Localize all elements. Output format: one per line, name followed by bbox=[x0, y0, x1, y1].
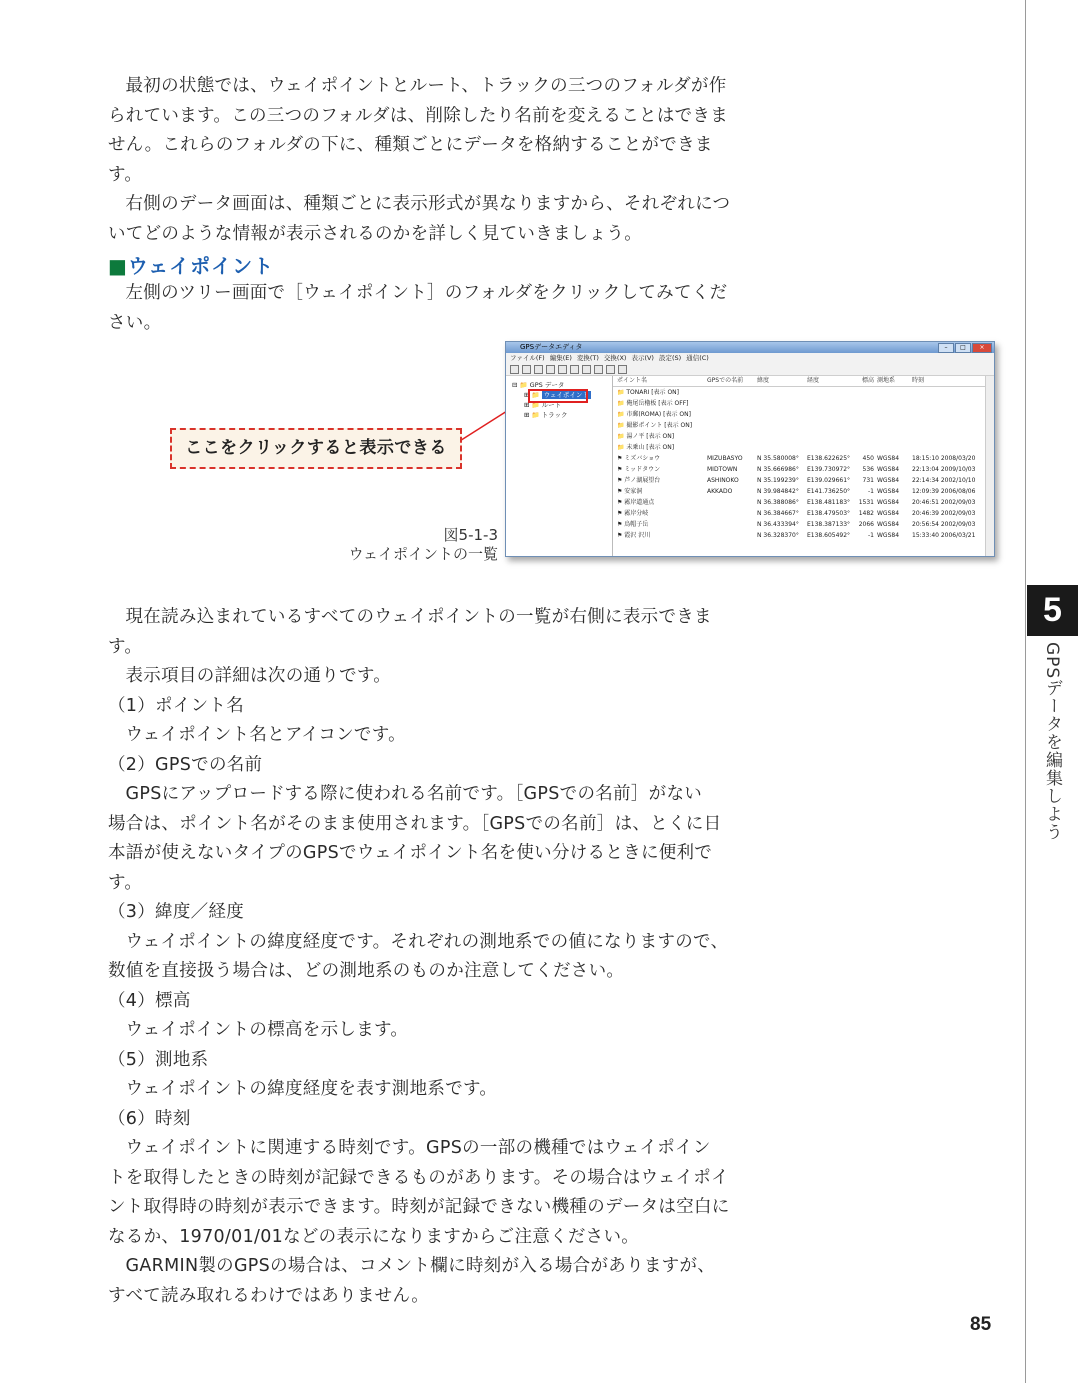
body-line: 場合は、ポイント名がそのまま使用されます。［GPSでの名前］は、とくに日 bbox=[108, 813, 722, 834]
table-row[interactable] bbox=[613, 486, 994, 497]
table-row[interactable] bbox=[613, 453, 994, 464]
table-cell: ⚑ 霧岸道通点 bbox=[617, 499, 655, 506]
table-cell: E138.479503° bbox=[807, 510, 851, 517]
toolbar bbox=[506, 364, 994, 376]
table-cell: ⚑ ミッドタウン bbox=[617, 466, 661, 473]
table-cell: 22:14:34 2002/10/10 bbox=[912, 477, 976, 484]
page-number: 85 bbox=[970, 1314, 992, 1335]
table-row[interactable] bbox=[613, 497, 994, 508]
col-gps-name[interactable]: GPSでの名前 bbox=[707, 377, 744, 384]
table-cell: 📁 未乗山 [表示 ON] bbox=[617, 444, 675, 451]
table-cell bbox=[807, 431, 857, 442]
table-cell: 18:15:10 2008/03/20 bbox=[912, 455, 976, 462]
body-line: GPSにアップロードする際に使われる名前です。［GPSでの名前］がない bbox=[125, 784, 703, 804]
body-line: （6）時刻 bbox=[108, 1108, 191, 1129]
figure-number: 図5-1-3 bbox=[443, 526, 498, 544]
window-panes bbox=[506, 376, 994, 556]
table-cell: 731 bbox=[862, 477, 874, 484]
table-cell: N 35.580008° bbox=[757, 455, 799, 462]
table-cell: N 36.328370° bbox=[757, 532, 799, 539]
table-cell: E138.481183° bbox=[807, 499, 851, 506]
table-cell: 536 bbox=[862, 466, 874, 473]
table-cell: WGS84 bbox=[877, 455, 900, 462]
table-cell bbox=[877, 398, 912, 409]
table-cell bbox=[757, 409, 807, 420]
table-cell bbox=[912, 431, 982, 442]
table-cell: 20:46:51 2002/09/03 bbox=[912, 499, 976, 506]
maximize-icon[interactable]: □ bbox=[955, 343, 971, 353]
table-row[interactable] bbox=[613, 508, 994, 519]
table-cell: WGS84 bbox=[877, 499, 900, 506]
table-cell bbox=[912, 442, 982, 453]
body-line: トを取得したときの時刻が記録できるものがあります。その場合はウェイポイ bbox=[108, 1167, 729, 1188]
table-cell bbox=[707, 431, 757, 442]
table-cell: WGS84 bbox=[877, 488, 900, 495]
tool-icon[interactable] bbox=[522, 365, 531, 374]
figure-caption bbox=[349, 526, 498, 564]
table-cell bbox=[857, 398, 877, 409]
table-cell: 12:09:39 2006/08/06 bbox=[912, 488, 976, 495]
table-cell bbox=[857, 431, 877, 442]
table-row[interactable] bbox=[613, 387, 994, 398]
col-point-name[interactable]: ポイント名 bbox=[617, 377, 648, 384]
table-cell bbox=[707, 442, 757, 453]
table-cell: 📁 湯ノ平 [表示 ON] bbox=[617, 433, 675, 440]
body-line: 現在読み込まれているすべてのウェイポイントの一覧が右側に表示できます。 bbox=[108, 607, 712, 657]
table-cell: 20:46:39 2002/09/03 bbox=[912, 510, 976, 517]
table-cell bbox=[912, 398, 982, 409]
table-cell bbox=[707, 497, 757, 508]
col-longitude[interactable]: 経度 bbox=[807, 377, 820, 384]
intro-line: 最初の状態では、ウェイポイントとルート、トラックの三つのフォルダが作 bbox=[125, 76, 727, 96]
tree-item-waypoint[interactable]: ⊞ 📁 ウェイポイント bbox=[524, 391, 589, 399]
table-cell bbox=[757, 387, 807, 398]
menu-comm[interactable]: 通信(C) bbox=[686, 354, 709, 362]
table-cell bbox=[807, 387, 857, 398]
tool-icon[interactable] bbox=[510, 365, 519, 374]
tool-icon[interactable] bbox=[534, 365, 543, 374]
tool-icon[interactable] bbox=[594, 365, 603, 374]
chapter-tab: 5 bbox=[1027, 585, 1078, 636]
table-cell: ⚑ 霞沢 沢川 bbox=[617, 532, 651, 539]
body-line: ウェイポイントに関連する時刻です。GPSの一部の機種ではウェイポイン bbox=[125, 1138, 711, 1158]
table-cell: E138.387133° bbox=[807, 521, 851, 528]
body-line: （3）緯度／経度 bbox=[108, 902, 245, 922]
table-cell bbox=[807, 442, 857, 453]
table-cell bbox=[912, 387, 982, 398]
body-line: す。 bbox=[108, 872, 143, 893]
tree-root[interactable]: ⊟ 📁 GPS データ bbox=[512, 381, 565, 389]
tree-item-track[interactable]: ⊞ 📁 トラック bbox=[524, 411, 568, 419]
table-cell: 📁 市郵(ROMA) [表示 ON] bbox=[617, 411, 691, 418]
body-line: （1）ポイント名 bbox=[108, 695, 245, 716]
table-cell bbox=[857, 420, 877, 431]
section-line: さい。 bbox=[108, 312, 162, 333]
body-line: ウェイポイントの緯度経度を表す測地系です。 bbox=[125, 1079, 498, 1099]
table-cell: WGS84 bbox=[877, 510, 900, 517]
minimize-icon[interactable]: – bbox=[938, 343, 954, 353]
waypoint-list bbox=[613, 376, 994, 556]
body-line: 数値を直接扱う場合は、どの測地系のものか注意してください。 bbox=[108, 961, 625, 981]
table-cell: E138.622625° bbox=[807, 455, 851, 462]
tool-icon[interactable] bbox=[618, 365, 627, 374]
table-cell bbox=[757, 431, 807, 442]
section-line: 左側のツリー画面で［ウェイポイント］のフォルダをクリックしてみてくだ bbox=[125, 283, 728, 303]
table-cell: WGS84 bbox=[877, 532, 900, 539]
table-cell: 📁 俺尾岳櫓板 [表示 OFF] bbox=[617, 400, 689, 407]
table-cell bbox=[857, 442, 877, 453]
body-line: 表示項目の詳細は次の通りです。 bbox=[125, 666, 392, 686]
table-cell: -1 bbox=[868, 488, 874, 495]
table-cell bbox=[707, 420, 757, 431]
table-cell: ⚑ 霧岸分岐 bbox=[617, 510, 649, 517]
menu-exchange[interactable]: 交換(X) bbox=[603, 354, 627, 362]
figure-caption-text: ウェイポイントの一覧 bbox=[348, 545, 498, 563]
table-cell: N 35.666986° bbox=[757, 466, 799, 473]
table-cell: ⚑ ミズバショウ bbox=[617, 455, 661, 462]
heading-title: ウェイポイント bbox=[127, 254, 275, 278]
table-row[interactable] bbox=[613, 409, 994, 420]
table-cell: 1482 bbox=[858, 510, 874, 517]
menu-bar bbox=[506, 353, 994, 364]
table-cell: N 36.384667° bbox=[757, 510, 799, 517]
table-cell: E139.730972° bbox=[807, 466, 851, 473]
callout-box: ここをクリックすると表示できる bbox=[170, 428, 462, 469]
table-cell: MIDTOWN bbox=[707, 466, 738, 473]
list-header bbox=[613, 376, 994, 387]
col-elevation[interactable]: 標高 bbox=[861, 377, 874, 384]
table-cell bbox=[807, 398, 857, 409]
window-title: GPSデータエディタ bbox=[520, 343, 583, 351]
body-line: ウェイポイント名とアイコンです。 bbox=[125, 725, 406, 745]
menu-convert[interactable]: 変換(T) bbox=[576, 354, 599, 362]
body-line: ウェイポイントの標高を示します。 bbox=[125, 1020, 409, 1040]
table-row[interactable] bbox=[613, 442, 994, 453]
table-cell: ASHINOKO bbox=[707, 477, 739, 484]
body-line: ント取得時の時刻が表示できます。時刻が記録できない機種のデータは空白に bbox=[108, 1197, 730, 1217]
intro-line: 右側のデータ画面は、種類ごとに表示形式が異なりますから、それぞれにつ bbox=[125, 194, 731, 214]
table-cell: ⚑ 芦ノ湖展望台 bbox=[617, 477, 661, 484]
tree-pane bbox=[506, 376, 613, 556]
table-cell bbox=[912, 420, 982, 431]
table-cell: N 39.984842° bbox=[757, 488, 799, 495]
body-line: （5）測地系 bbox=[108, 1049, 209, 1070]
app-screenshot bbox=[505, 341, 995, 557]
table-cell: WGS84 bbox=[877, 466, 900, 473]
table-cell bbox=[877, 420, 912, 431]
table-cell bbox=[707, 409, 757, 420]
col-latitude[interactable]: 緯度 bbox=[757, 377, 770, 384]
tree-item-route[interactable]: ⊞ 📁 ルート bbox=[524, 401, 562, 409]
table-cell: N 36.433394° bbox=[757, 521, 799, 528]
table-cell bbox=[877, 442, 912, 453]
table-cell: E139.029661° bbox=[807, 477, 851, 484]
table-cell bbox=[757, 398, 807, 409]
menu-settings[interactable]: 設定(S) bbox=[658, 354, 682, 362]
table-cell: 📁 撮影ポイント [表示 ON] bbox=[617, 422, 693, 429]
selection-highlight-box bbox=[528, 389, 588, 403]
intro-line: られています。この三つのフォルダは、削除したり名前を変えることはできま bbox=[108, 105, 729, 126]
table-cell: 20:56:54 2002/09/03 bbox=[912, 521, 976, 528]
table-cell bbox=[857, 409, 877, 420]
table-cell: 2066 bbox=[858, 521, 874, 528]
table-cell: N 36.388086° bbox=[757, 499, 799, 506]
table-cell: 22:13:04 2009/10/03 bbox=[912, 466, 976, 473]
col-datum[interactable]: 測地系 bbox=[877, 377, 896, 384]
table-cell bbox=[877, 387, 912, 398]
table-cell bbox=[707, 387, 757, 398]
table-cell bbox=[707, 519, 757, 530]
table-cell bbox=[807, 420, 857, 431]
table-cell: E141.736250° bbox=[807, 488, 851, 495]
table-row[interactable] bbox=[613, 431, 994, 442]
table-cell: WGS84 bbox=[877, 477, 900, 484]
table-cell bbox=[857, 387, 877, 398]
table-cell bbox=[707, 398, 757, 409]
table-cell: AKKADO bbox=[707, 488, 733, 495]
body-line: なるか、1970/01/01などの表示になりますからご注意ください。 bbox=[108, 1226, 640, 1247]
table-cell: 📁 TONARI [表示 ON] bbox=[617, 389, 680, 396]
table-cell bbox=[912, 409, 982, 420]
table-cell bbox=[877, 431, 912, 442]
table-cell: MIZUBASYO bbox=[707, 455, 743, 462]
table-cell bbox=[877, 409, 912, 420]
body-line: すべて読み取れるわけではありません。 bbox=[108, 1285, 430, 1306]
table-cell: ⚑ 安家洞 bbox=[617, 488, 643, 495]
menu-edit[interactable]: 編集(E) bbox=[549, 354, 572, 362]
table-cell: 15:33:40 2006/03/21 bbox=[912, 532, 976, 539]
menu-file[interactable]: ファイル(F) bbox=[510, 354, 545, 362]
tool-icon[interactable] bbox=[606, 365, 615, 374]
body-line: （2）GPSでの名前 bbox=[108, 754, 263, 775]
table-cell: -1 bbox=[868, 532, 874, 539]
table-row[interactable] bbox=[613, 464, 994, 475]
body-line: GARMIN製のGPSの場合は、コメント欄に時刻が入る場合がありますが、 bbox=[125, 1256, 716, 1276]
menu-view[interactable]: 表示(V) bbox=[631, 354, 654, 362]
vertical-scrollbar[interactable] bbox=[985, 376, 994, 556]
tool-icon[interactable] bbox=[570, 365, 579, 374]
table-cell: E138.605492° bbox=[807, 532, 851, 539]
body-line: （4）標高 bbox=[108, 990, 191, 1011]
tool-icon[interactable] bbox=[582, 365, 591, 374]
table-cell: ⚑ 烏帽子岳 bbox=[617, 521, 649, 528]
table-cell: N 35.199239° bbox=[757, 477, 799, 484]
table-cell: WGS84 bbox=[877, 521, 900, 528]
tool-icon[interactable] bbox=[558, 365, 567, 374]
table-row[interactable] bbox=[613, 519, 994, 530]
table-cell bbox=[757, 420, 807, 431]
table-cell bbox=[757, 442, 807, 453]
intro-line: いてどのような情報が表示されるのかを詳しく見ていきましょう。 bbox=[108, 223, 642, 244]
body-line: 本語が使えないタイプのGPSでウェイポイント名を使い分けるときに便利で bbox=[108, 843, 713, 863]
list-rows bbox=[613, 387, 994, 541]
table-row[interactable] bbox=[613, 530, 994, 541]
body-text bbox=[108, 603, 733, 1311]
chapter-title: GPSデータを編集しよう bbox=[1042, 642, 1062, 842]
col-time[interactable]: 時刻 bbox=[912, 377, 925, 384]
close-icon[interactable]: × bbox=[972, 343, 992, 353]
table-cell bbox=[707, 508, 757, 519]
table-row[interactable] bbox=[613, 475, 994, 486]
heading-marker: ■ bbox=[108, 254, 128, 278]
tool-icon[interactable] bbox=[546, 365, 555, 374]
window-titlebar bbox=[506, 342, 994, 353]
table-cell: 1531 bbox=[858, 499, 874, 506]
intro-line: せん。これらのフォルダの下に、種類ごとにデータを格納することができます。 bbox=[108, 135, 713, 185]
table-cell: 450 bbox=[862, 455, 874, 462]
table-row[interactable] bbox=[613, 420, 994, 431]
table-cell bbox=[807, 409, 857, 420]
body-line: ウェイポイントの緯度経度です。それぞれの測地系での値になりますので、 bbox=[125, 931, 729, 952]
table-row[interactable] bbox=[613, 398, 994, 409]
table-cell bbox=[707, 530, 757, 541]
